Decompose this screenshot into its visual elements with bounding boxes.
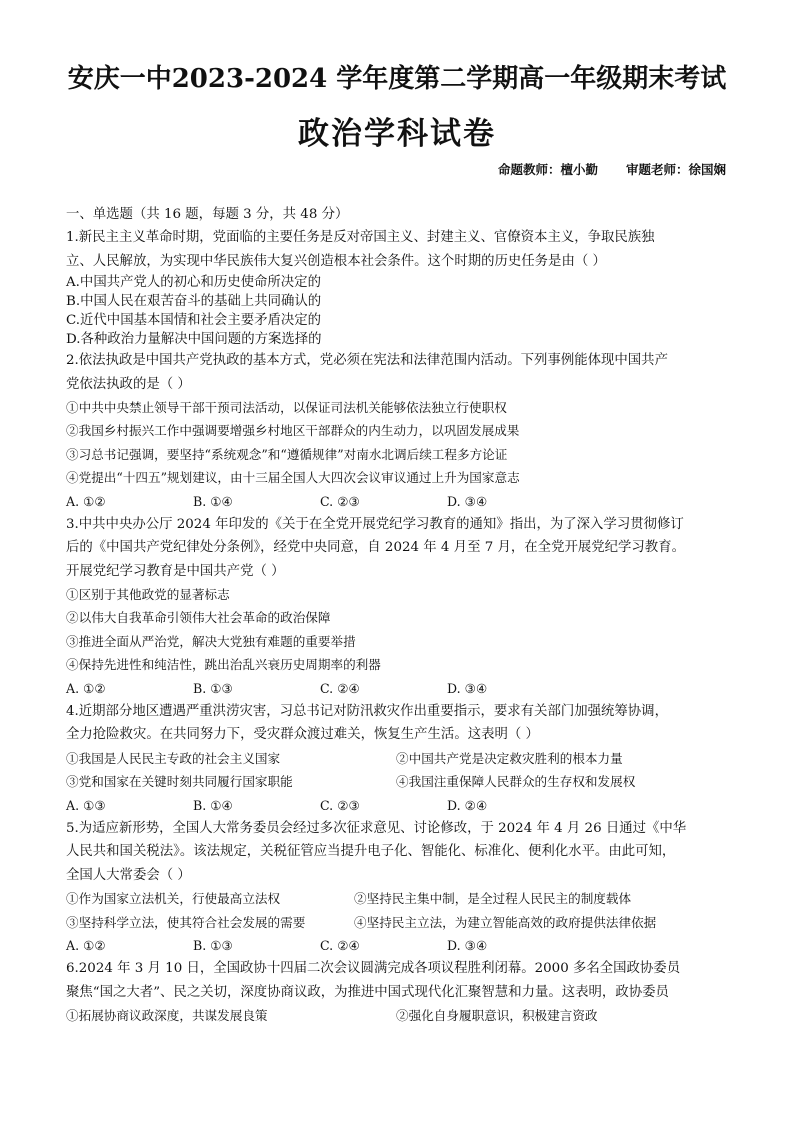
statement-item: ①我国是人民民主专政的社会主义国家: [66, 750, 281, 766]
statement-row: [66, 770, 736, 793]
author-line: [498, 160, 726, 178]
statement-item: ②我国乡村振兴工作中强调要增强乡村地区干部群众的内生动力，以巩固发展成果: [66, 423, 520, 439]
question-stem-line: 党依法执政的是（ ）: [66, 376, 191, 392]
answer-b: B. ①④: [193, 493, 233, 509]
question-stem-line: 立、人民解放，为实现中华民族伟大复兴创造根本社会条件。这个时期的历史任务是由（ ）: [66, 253, 606, 269]
question-stem-line: 1.新民主主义革命时期，党面临的主要任务是反对帝国主义、封建主义、官僚资本主义，争取民族独: [66, 230, 655, 246]
question-4: [66, 700, 736, 817]
statement-item: ①拓展协商议政深度，共谋发展良策: [66, 1008, 268, 1024]
statement-item: ④坚持民主立法，为建立智能高效的政府提供法律依据: [354, 914, 657, 930]
answer-a: A. ①②: [66, 493, 106, 509]
statement-row: [66, 911, 736, 934]
statement-item: ②坚持民主集中制，是全过程人民民主的制度载体: [354, 891, 632, 907]
answer-a: A. ①③: [66, 797, 106, 813]
answer-options: [66, 677, 736, 700]
question-stem-line: 开展党纪学习教育是中国共产党（ ）: [66, 563, 285, 579]
question-stem-line: 6.2024 年 3 月 10 日，全国政协十四届二次会议圆满完成各项议程胜利闭幕。2000 多名全国政协委员: [66, 961, 681, 977]
answer-options: [66, 794, 736, 817]
question-6: [66, 957, 736, 1027]
statement-item: ③推进全面从严治党，解决大党独有难题的重要举措: [66, 633, 356, 649]
exam-content: [66, 203, 736, 1028]
answer-c: C. ②④: [320, 680, 360, 696]
question-stem-line: 全国人大常委会（ ）: [66, 867, 191, 883]
question-stem-line: 3.中共中央办公厅 2024 年印发的《关于在全党开展党纪学习教育的通知》指出，为了深入学习贯彻修订: [66, 516, 684, 532]
answer-a: A. ①②: [66, 937, 106, 953]
question-1: [66, 226, 736, 349]
section-heading: 一、单选题（共 16 题，每题 3 分，共 48 分）: [66, 207, 349, 222]
question-stem-line: 人民共和国关税法》。该法规定，关税征管应当提升电子化、智能化、标准化、便利化水平。由此可知，: [66, 844, 676, 860]
answer-c: C. ②③: [320, 493, 360, 509]
statement-row: [66, 1004, 736, 1027]
statement-item: ①作为国家立法机关，行使最高立法权: [66, 891, 281, 907]
statement-item: ②中国共产党是决定救灾胜利的根本力量: [396, 750, 623, 766]
question-reviewer: 审题老师：徐国娴: [625, 162, 726, 177]
answer-b: B. ①④: [193, 797, 233, 813]
statement-row: [66, 747, 736, 770]
exam-subtitle: 政治学科试卷: [298, 116, 496, 152]
question-5: [66, 817, 736, 957]
statement-item: ②强化自身履职意识，积极建言资政: [396, 1008, 598, 1024]
question-stem-line: 全力抢险救灾。在共同努力下，受灾群众渡过难关，恢复生产生活。这表明（ ）: [66, 727, 539, 743]
statement-item: ③习总书记强调，要坚持“系统观念”和“遵循规律”对南水北调后续工程多方论证: [66, 446, 508, 462]
option-c: C.近代中国基本国情和社会主要矛盾决定的: [66, 313, 322, 329]
statement-item: ①中共中央禁止领导干部干预司法活动，以保证司法机关能够依法独立行使职权: [66, 399, 507, 415]
question-stem-line: 后的《中国共产党纪律处分条例》，经党中央同意，自 2024 年 4 月至 7 月，在全党开展党纪学习教育。: [66, 540, 685, 556]
answer-d: D. ③④: [447, 937, 488, 953]
statement-row: [66, 887, 736, 910]
option-b: B.中国人民在艰苦奋斗的基础上共同确认的: [66, 294, 322, 310]
statement-item: ④我国注重保障人民群众的生存权和发展权: [396, 774, 636, 790]
answer-c: C. ②④: [320, 937, 360, 953]
answer-d: D. ②④: [447, 797, 488, 813]
statement-item: ①区别于其他政党的显著标志: [66, 587, 230, 603]
answer-d: D. ③④: [447, 493, 488, 509]
answer-options: [66, 490, 736, 513]
question-stem-line: 5.为适应新形势，全国人大常务委员会经过多次征求意见、讨论修改，于 2024 年 4 月 26 日通过《中华: [66, 820, 687, 836]
answer-b: B. ①③: [193, 937, 233, 953]
answer-d: D. ③④: [447, 680, 488, 696]
question-stem-line: 4.近期部分地区遭遇严重洪涝灾害，习总书记对防汛救灾作出重要指示，要求有关部门加强统筹协调，: [66, 704, 668, 720]
question-stem-line: 2.依法执政是中国共产党执政的基本方式，党必须在宪法和法律范围内活动。下列事例能体现中国共产: [66, 353, 668, 369]
statement-item: ④保持先进性和纯洁性，跳出治乱兴衰历史周期率的利器: [66, 657, 381, 673]
question-3: [66, 513, 736, 700]
question-stem-line: 聚焦“国之大者”、民之关切，深度协商议政，为推进中国式现代化汇聚智慧和力量。这表明，政协委员: [66, 984, 669, 1000]
statement-item: ③坚持科学立法，使其符合社会发展的需要: [66, 914, 306, 930]
answer-b: B. ①③: [193, 680, 233, 696]
answer-a: A. ①②: [66, 680, 106, 696]
statement-item: ②以伟大自我革命引领伟大社会革命的政治保障: [66, 610, 331, 626]
statement-item: ④党提出“十四五”规划建议，由十三届全国人大四次会议审议通过上升为国家意志: [66, 470, 520, 486]
question-2: [66, 349, 736, 513]
exam-title: 安庆一中2023-2024 学年度第二学期高一年级期末考试: [67, 64, 727, 94]
option-a: A.中国共产党人的初心和历史使命所决定的: [66, 275, 321, 291]
answer-options: [66, 934, 736, 957]
statement-item: ③党和国家在关键时刻共同履行国家职能: [66, 774, 293, 790]
question-setter: 命题教师：檀小勤: [497, 162, 598, 177]
answer-c: C. ②③: [320, 797, 360, 813]
option-d: D.各种政治力量解决中国问题的方案选择的: [66, 332, 322, 348]
